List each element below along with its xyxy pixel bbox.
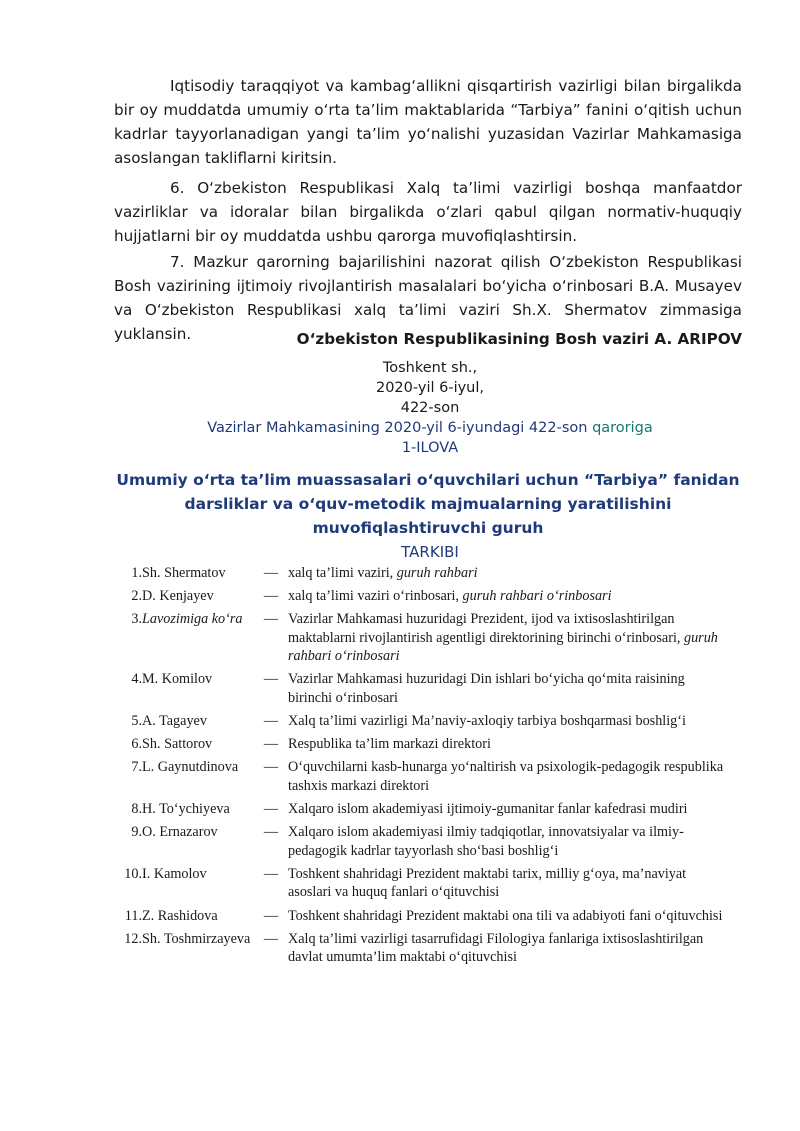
member-row — [114, 564, 728, 587]
member-row — [114, 865, 728, 907]
member-number: 2. — [131, 588, 142, 605]
appendix-reference-text: Vazirlar Mahkamasining 2020-yil 6-iyundagi 422-son — [207, 420, 588, 436]
dash: — — [263, 736, 279, 753]
member-name: D. Kenjayev — [142, 588, 214, 605]
member-name: L. Gaynutdinova — [142, 759, 239, 776]
signature: O‘zbekiston Respublikasining Bosh vaziri A. ARIPOV — [296, 330, 742, 348]
member-row — [114, 735, 728, 758]
members-table — [114, 564, 728, 971]
member-position: Respublika ta’lim markazi direktori — [288, 736, 491, 753]
dash: — — [263, 611, 279, 628]
member-row — [114, 610, 728, 670]
dash: — — [263, 907, 279, 924]
dash: — — [263, 588, 279, 605]
member-name: Sh. Sattorov — [142, 736, 213, 753]
member-row — [114, 758, 728, 800]
member-row — [114, 930, 728, 972]
appendix-label: 1-ILOVA — [401, 440, 459, 456]
resolution-link[interactable]: qarori — [592, 420, 635, 436]
member-name: I. Kamolov — [142, 865, 207, 882]
paragraph-6: 6. O‘zbekiston Respublikasi Xalq ta’limi vazirligi boshqa manfaatdor vazirliklar va idoralar bilan birgalikda o‘zlari qabul qilgan normativ-huquqiy hujjatlarni bir oy muddatda ushbu qarorga muvofiqlashtirsin. — [114, 179, 742, 245]
member-position: Xalqaro islom akademiyasi ijtimoiy-gumanitar fanlar kafedrasi mudiri — [288, 801, 688, 818]
member-number: 11. — [124, 907, 142, 924]
member-position: Vazirlar Mahkamasi huzuridagi Prezident, ijod va ixtisoslashtirilgan maktablarni rivojlantirish agentligi direktorining birinchi o‘rinbosari, guruh rahbari o‘rinbosari — [288, 611, 718, 665]
member-number: 10. — [124, 865, 142, 882]
member-number: 9. — [131, 824, 142, 841]
member-row — [114, 823, 728, 865]
member-name: Sh. Toshmirzayeva — [142, 930, 251, 947]
dash: — — [263, 565, 279, 581]
paragraph-intro: Iqtisodiy taraqqiyot va kambag‘allikni qisqartirish vazirligi bilan birgalikda bir oy muddatda umumiy o‘rta ta’lim maktablarida “Tarbiya” fanini o‘qitish uchun kadrlar tayyorlanadigan yangi ta’lim yo‘nalishi yuzasidan Vazirlar Mahkamasiga asoslangan takliflarni kiritsin. — [114, 77, 742, 167]
member-row — [114, 800, 728, 823]
member-row — [114, 712, 728, 735]
member-number: 1. — [131, 565, 142, 581]
member-role: guruh rahbari o‘rinbosari — [462, 588, 612, 605]
member-name: H. To‘ychiyeva — [142, 801, 230, 818]
member-position: Toshkent shahridagi Prezident maktabi ona tili va adabiyoti fani o‘qituvchisi — [288, 907, 723, 924]
member-position: xalq ta’limi vaziri, guruh rahbari — [288, 565, 478, 581]
member-name: M. Komilov — [142, 671, 213, 688]
member-position: Xalq ta’limi vazirligi tasarrufidagi Filologiya fanlariga ixtisoslashtirilgan davlat umumta’lim maktabi o‘qituvchisi — [288, 930, 704, 966]
member-position: xalq ta’limi vaziri o‘rinbosari, guruh rahbari o‘rinbosari — [288, 588, 612, 605]
member-position: Xalqaro islom akademiyasi ilmiy tadqiqotlar, innovatsiyalar va ilmiy-pedagogik kadrlar tayyorlash sho‘basi boshlig‘i — [288, 824, 684, 859]
member-role: guruh rahbari — [396, 565, 478, 581]
place: Toshkent sh., — [382, 360, 478, 376]
dash: — — [263, 801, 279, 818]
paragraph-7: 7. Mazkur qarorning bajarilishini nazorat qilish O‘zbekiston Respublikasi Bosh vazirining ijtimoiy rivojlantirish masalalari bo‘yicha o‘rinbosari B.A. Musayev va O‘zbekiston Respublikasi xalq ta’limi vaziri Sh.X. Shermatov zimmasiga yuklansin. — [114, 253, 742, 343]
member-number: 7. — [131, 759, 142, 776]
resolution-link-suffix: ga — [634, 420, 653, 436]
appendix-reference — [0, 418, 800, 438]
member-number: 3. — [131, 611, 142, 628]
member-number: 8. — [131, 801, 142, 818]
member-number: 4. — [131, 671, 142, 688]
dash: — — [263, 759, 279, 776]
member-number: 6. — [131, 736, 142, 753]
dash: — — [263, 824, 279, 841]
member-role: guruh rahbari o‘rinbosari — [288, 629, 718, 665]
member-position: Xalq ta’limi vazirligi Ma’naviy-axloqiy tarbiya boshqarmasi boshlig‘i — [288, 713, 686, 730]
member-row — [114, 670, 728, 712]
member-name: Z. Rashidova — [142, 907, 218, 924]
dash: — — [263, 671, 279, 688]
member-number: 5. — [131, 713, 142, 730]
member-position: Vazirlar Mahkamasi huzuridagi Din ishlari bo‘yicha qo‘mita raisining birinchi o‘rinbosari — [288, 671, 685, 707]
dash: — — [263, 930, 279, 947]
member-name: O. Ernazarov — [142, 824, 218, 841]
dash: — — [263, 865, 279, 882]
document-number: 422-son — [400, 400, 460, 416]
dash: — — [263, 713, 279, 730]
member-name: A. Tagayev — [142, 713, 207, 730]
group-title: Umumiy o‘rta ta’lim muassasalari o‘quvchilari uchun “Tarbiya” fanidan darsliklar va o‘quv-metodik majmualarning yaratilishini muvofiqlashtiruvchi guruh — [116, 471, 740, 537]
member-number: 12. — [124, 930, 142, 947]
member-position: Toshkent shahridagi Prezident maktabi tarix, milliy g‘oya, ma’naviyat asoslari va huquq fanlari o‘qituvchisi — [288, 865, 687, 901]
member-row — [114, 587, 728, 610]
member-position: O‘quvchilarni kasb-hunarga yo‘naltirish va psixologik-pedagogik respublika tashxis markazi direktori — [288, 759, 724, 794]
member-name: Lavozimiga ko‘ra — [142, 611, 243, 628]
member-name: Sh. Shermatov — [142, 565, 226, 581]
composition-heading: TARKIBI — [401, 543, 459, 561]
member-row — [114, 907, 728, 930]
date: 2020-yil 6-iyul, — [375, 380, 485, 396]
